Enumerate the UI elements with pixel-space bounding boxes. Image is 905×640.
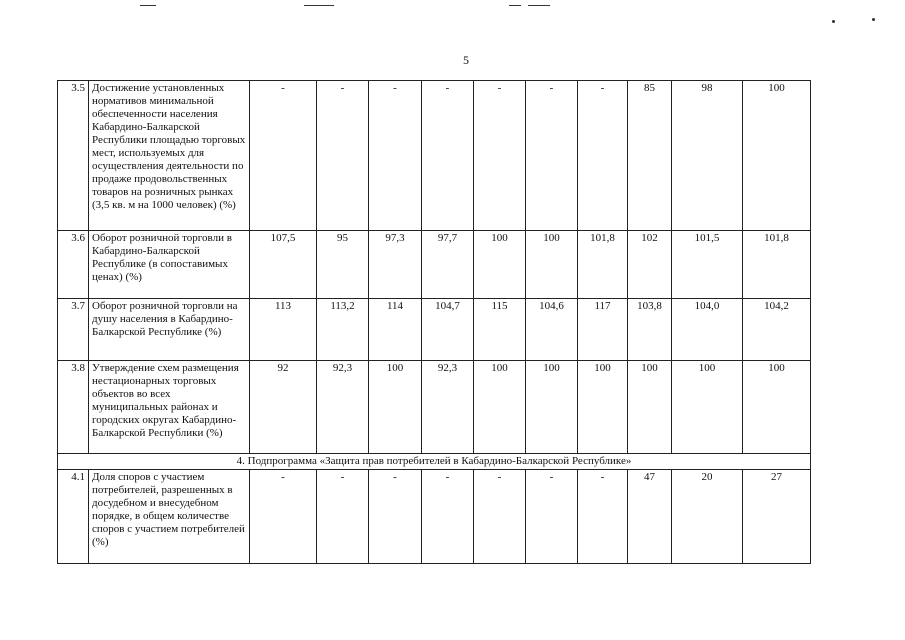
section-row — [58, 454, 811, 470]
indicator-value: - — [422, 81, 474, 231]
indicator-value: - — [474, 81, 526, 231]
row-number: 3.6 — [58, 231, 89, 299]
indicator-value: 104,7 — [422, 299, 474, 361]
indicator-name: Утверждение схем размещения нестационарных торговых объектов во всех муниципальных районах и городских округах Кабардино-Балкарской Республики (%) — [89, 361, 250, 454]
indicator-value: 101,8 — [743, 231, 811, 299]
section-title: 4. Подпрограмма «Защита прав потребителей в Кабардино-Балкарской Республике» — [58, 454, 811, 470]
indicator-value: 20 — [672, 470, 743, 564]
table-row — [58, 470, 811, 564]
table-row — [58, 299, 811, 361]
indicator-value: 101,8 — [578, 231, 628, 299]
indicator-value: 92,3 — [422, 361, 474, 454]
indicator-name: Доля споров с участием потребителей, разрешенных в досудебном и внесудебном порядке, в общем количестве споров с участием потребителей (%) — [89, 470, 250, 564]
scan-artifact — [832, 20, 835, 23]
scan-artifact — [528, 5, 550, 6]
indicator-value: - — [474, 470, 526, 564]
indicator-value: 117 — [578, 299, 628, 361]
indicator-value: - — [317, 81, 369, 231]
indicator-value: 98 — [672, 81, 743, 231]
scan-artifact — [140, 5, 156, 6]
indicator-value: 104,0 — [672, 299, 743, 361]
table-body — [58, 81, 811, 564]
indicator-value: 103,8 — [628, 299, 672, 361]
indicator-value: 113 — [250, 299, 317, 361]
indicator-value: 104,2 — [743, 299, 811, 361]
indicator-value: - — [250, 81, 317, 231]
table-row — [58, 81, 811, 231]
indicator-value: 104,6 — [526, 299, 578, 361]
row-number: 3.5 — [58, 81, 89, 231]
indicator-value: 113,2 — [317, 299, 369, 361]
indicator-value: - — [526, 470, 578, 564]
scan-artifact — [872, 18, 875, 21]
indicator-value: 100 — [474, 231, 526, 299]
indicator-value: 92,3 — [317, 361, 369, 454]
indicator-value: 101,5 — [672, 231, 743, 299]
indicator-value: 102 — [628, 231, 672, 299]
indicator-value: 97,3 — [369, 231, 422, 299]
indicator-value: 92 — [250, 361, 317, 454]
indicator-value: 100 — [526, 361, 578, 454]
indicator-value: - — [526, 81, 578, 231]
indicator-value: - — [578, 470, 628, 564]
indicator-value: - — [250, 470, 317, 564]
indicator-value: - — [422, 470, 474, 564]
table-row — [58, 361, 811, 454]
indicator-value: - — [369, 81, 422, 231]
indicator-value: 100 — [526, 231, 578, 299]
scan-artifact — [304, 5, 334, 6]
scan-artifact — [509, 5, 521, 6]
indicator-value: 27 — [743, 470, 811, 564]
indicator-value: 114 — [369, 299, 422, 361]
row-number: 3.7 — [58, 299, 89, 361]
indicator-value: 47 — [628, 470, 672, 564]
indicator-value: 97,7 — [422, 231, 474, 299]
indicator-name: Достижение установленных нормативов минимальной обеспеченности населения Кабардино-Балкарской Республики площадью торговых мест, используемых для осуществления деятельности по продаже продовольственных товаров на розничных рынках (3,5 кв. м на 1000 человек) (%) — [89, 81, 250, 231]
indicator-value: 100 — [672, 361, 743, 454]
indicator-value: 100 — [628, 361, 672, 454]
indicator-value: 85 — [628, 81, 672, 231]
row-number: 3.8 — [58, 361, 89, 454]
indicator-name: Оборот розничной торговли на душу населения в Кабардино-Балкарской Республике (%) — [89, 299, 250, 361]
indicator-value: - — [317, 470, 369, 564]
indicator-value: - — [578, 81, 628, 231]
indicator-value: - — [369, 470, 422, 564]
indicator-value: 115 — [474, 299, 526, 361]
indicator-value: 95 — [317, 231, 369, 299]
table-row — [58, 231, 811, 299]
indicator-value: 100 — [743, 361, 811, 454]
indicator-value: 100 — [474, 361, 526, 454]
indicator-name: Оборот розничной торговли в Кабардино-Балкарской Республике (в сопоставимых ценах) (%) — [89, 231, 250, 299]
indicators-table — [57, 80, 811, 564]
indicator-value: 107,5 — [250, 231, 317, 299]
indicator-value: 100 — [743, 81, 811, 231]
indicator-value: 100 — [369, 361, 422, 454]
indicator-value: 100 — [578, 361, 628, 454]
row-number: 4.1 — [58, 470, 89, 564]
page-number: 5 — [463, 53, 469, 67]
